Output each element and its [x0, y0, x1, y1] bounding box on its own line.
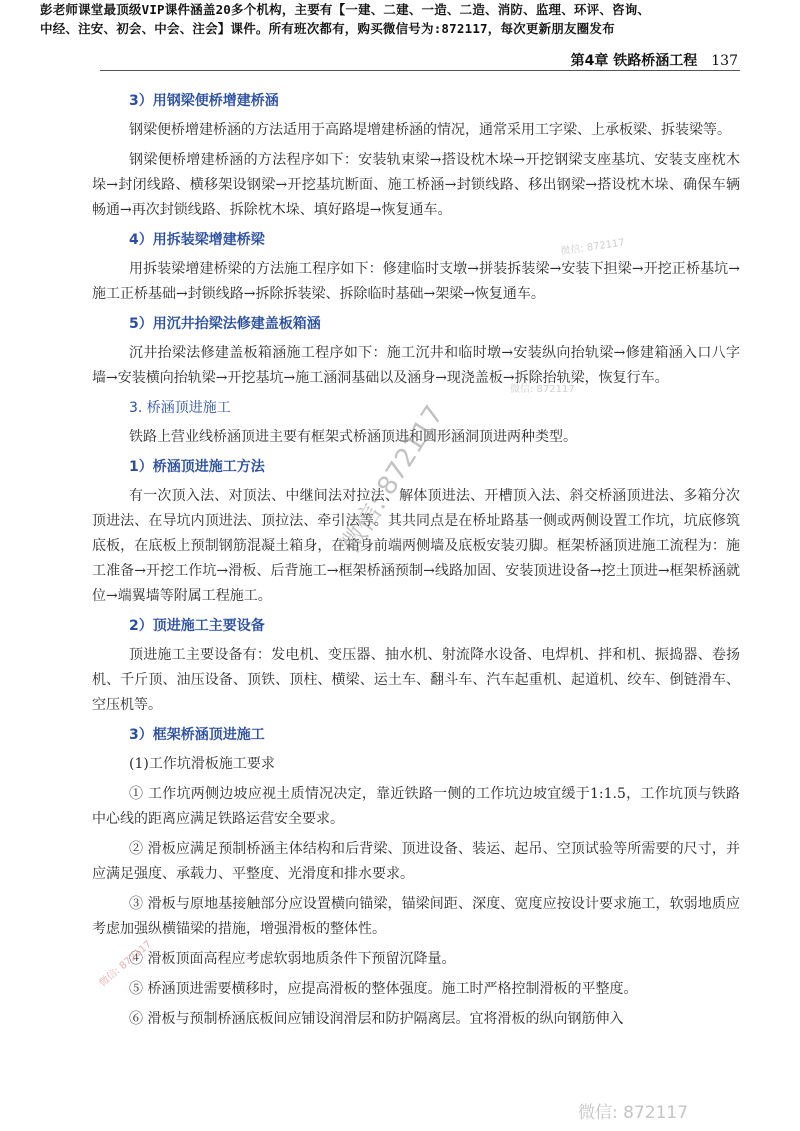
- watermark-small: 微信: 872117: [510, 384, 575, 395]
- paragraph: 钢梁便桥增建桥涵的方法程序如下：安装轨束梁→搭设枕木垛→开挖钢梁支座基坑、安装支座枕木垛→封闭线路、横移架设钢梁→开挖基坑断面、施工桥涵→封锁线路、移出钢梁→搭设枕木垛、确保车辆畅通→再次封锁线路、拆除枕木垛、填好路堤→恢复通车。: [92, 152, 740, 218]
- promo-banner: [40, 0, 765, 38]
- promo-line-1: 彭老师课堂最顶级VIP课件涵盖20多个机构，主要有【一建、二建、一造、二造、消防、监理、环评、咨询、: [40, 2, 651, 17]
- paragraph: 有一次顶入法、对顶法、中继间法对拉法、解体顶进法、开槽顶入法、斜交桥涵顶进法、多箱分次顶进法、在导坑内顶进法、顶拉法、牵引法等。其共同点是在桥址路基一侧或两侧设置工作坑，坑底修筑底板，在底板上预制钢筋混凝土箱身，在箱身前端两侧墙及底板安装刃脚。框架桥涵顶进施工流程为：施工准备→开挖工作坑→滑板、后背施工→框架桥涵预制→线路加固、安装顶进设备→挖土顶进→框架桥涵就位→端翼墙等附属工程施工。: [92, 488, 740, 604]
- heading-steel-beam-bridge: 3）用钢梁便桥增建桥涵: [129, 93, 279, 109]
- list-item: ⑥ 滑板与预制桥涵底板间应铺设润滑层和防护隔离层。宜将滑板的纵向钢筋伸入: [129, 1011, 624, 1027]
- header-rule: [100, 70, 740, 71]
- paragraph: 用拆装梁增建桥梁的方法施工程序如下：修建临时支墩→拼装拆装梁→安装下担梁→开挖正桥基坑→施工正桥基础→封锁线路→拆除拆装梁、拆除临时基础→架梁→恢复通车。: [92, 261, 740, 302]
- watermark-footer: 微信: 872117: [578, 1103, 689, 1123]
- heading-assembled-beam: 4）用拆装梁增建桥梁: [129, 232, 265, 248]
- watermark-small: 微信: 872117: [97, 939, 154, 990]
- page-number: 137: [711, 53, 738, 69]
- paragraph: 铁路上营业线桥涵顶进主要有框架式桥涵顶进和圆形涵洞顶进两种类型。: [129, 429, 577, 445]
- list-item: ④ 滑板顶面高程应考虑软弱地质条件下预留沉降量。: [129, 951, 456, 967]
- subheading: (1)工作坑滑板施工要求: [129, 756, 275, 772]
- list-item: ② 滑板应满足预制桥涵主体结构和后背梁、顶进设备、装运、起吊、空顶试验等所需要的尺寸，并应满足强度、承载力、平整度、光滑度和排水要求。: [92, 841, 740, 882]
- watermark-small: 微信: 872117: [559, 237, 626, 258]
- heading-jacking-construction: 3. 桥涵顶进施工: [129, 400, 231, 416]
- list-item: ③ 滑板与原地基接触部分应设置横向锚梁，锚梁间距、深度、宽度应按设计要求施工，软弱地质应考虑加强纵横锚梁的措施，增强滑板的整体性。: [92, 896, 740, 937]
- list-item: ⑤ 桥涵顶进需要横移时，应提高滑板的整体强度。施工时严格控制滑板的平整度。: [129, 981, 638, 997]
- heading-jacking-equipment: 2）顶进施工主要设备: [129, 618, 265, 634]
- list-item: ① 工作坑两侧边坡应视土质情况决定，靠近铁路一侧的工作坑边坡宜缓于1:1.5，工作坑顶与铁路中心线的距离应满足铁路运营安全要求。: [92, 786, 740, 827]
- paragraph: 钢梁便桥增建桥涵的方法适用于高路堤增建桥涵的情况，通常采用工字梁、上承板梁、拆装梁等。: [129, 122, 731, 138]
- paragraph: 顶进施工主要设备有：发电机、变压器、抽水机、射流降水设备、电焊机、拌和机、振捣器、卷扬机、千斤顶、油压设备、顶铁、顶柱、横梁、运土车、翻斗车、汽车起重机、起道机、绞车、倒链滑车、空压机等。: [92, 647, 740, 713]
- heading-caisson-method: 5）用沉井抬梁法修建盖板箱涵: [129, 316, 321, 332]
- page-body: [92, 89, 740, 1037]
- watermark-large: 微信: 872117: [335, 400, 450, 560]
- chapter-title: 第4章 铁路桥涵工程: [570, 53, 698, 69]
- heading-jacking-methods: 1）桥涵顶进施工方法: [129, 459, 265, 475]
- promo-line-2: 中经、注安、初会、中会、注会】课件。所有班次都有，购买微信号为:872117，每次更新朋友圈发布: [40, 21, 615, 36]
- running-header: [571, 50, 738, 70]
- heading-frame-jacking: 3）框架桥涵顶进施工: [129, 727, 265, 743]
- paragraph: 沉井抬梁法修建盖板箱涵施工程序如下：施工沉井和临时墩→安装纵向抬轨梁→修建箱涵入口八字墙→安装横向抬轨梁→开挖基坑→施工涵洞基础以及涵身→现浇盖板→拆除抬轨梁，恢复行车。: [92, 345, 740, 386]
